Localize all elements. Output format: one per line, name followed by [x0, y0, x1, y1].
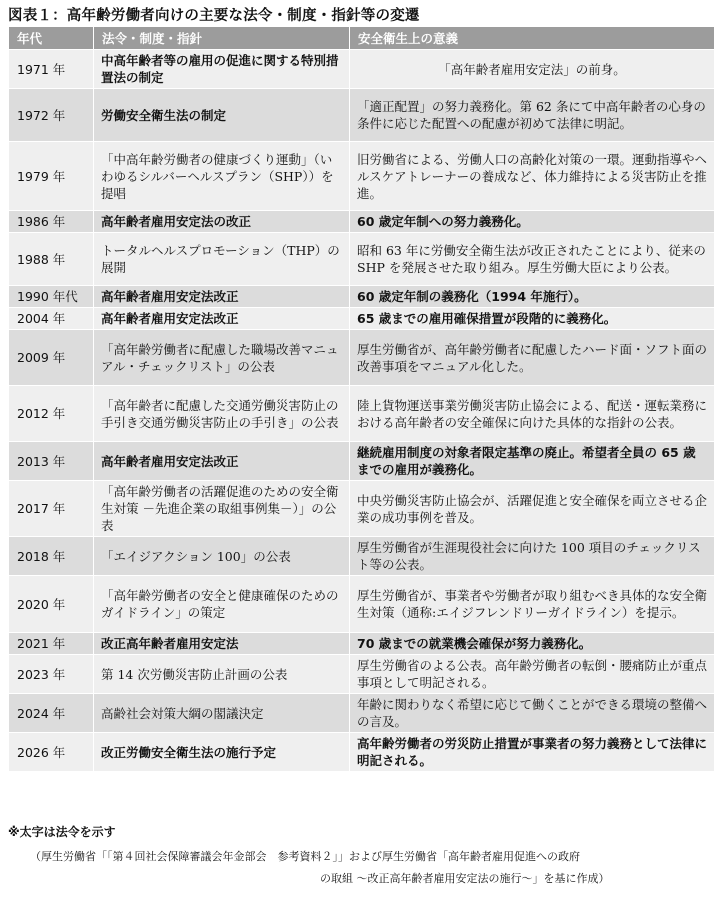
table-row [9, 211, 715, 233]
source-line-2: の取組 ～改正高年齢者雇用安定法の施行～」を基に作成） [320, 872, 610, 885]
cell-law: 高年齢者雇用安定法改正 [94, 308, 350, 330]
cell-significance: 厚生労働省が生涯現役社会に向けた 100 項目のチェックリスト等の公表。 [350, 537, 715, 576]
cell-year: 1988 年 [9, 233, 94, 286]
cell-year: 2020 年 [9, 576, 94, 633]
cell-law: 労働安全衛生法の制定 [94, 89, 350, 142]
table-row [9, 633, 715, 655]
cell-year: 2023 年 [9, 655, 94, 694]
cell-significance: 60 歳定年制への努力義務化。 [350, 211, 715, 233]
table-row [9, 286, 715, 308]
cell-year: 1990 年代 [9, 286, 94, 308]
cell-year: 2026 年 [9, 733, 94, 772]
cell-significance: 昭和 63 年に労働安全衛生法が改正されたことにより、従来の SHP を発展させた取り組み。厚生労働大臣により公表。 [350, 233, 715, 286]
cell-year: 1986 年 [9, 211, 94, 233]
table-row [9, 537, 715, 576]
cell-significance: 65 歳までの雇用確保措置が段階的に義務化。 [350, 308, 715, 330]
cell-significance: 継続雇用制度の対象者限定基準の廃止。希望者全員の 65 歳までの雇用が義務化。 [350, 442, 715, 481]
cell-law: 「エイジアクション 100」の公表 [94, 537, 350, 576]
cell-law: 高年齢者雇用安定法改正 [94, 442, 350, 481]
cell-year: 1972 年 [9, 89, 94, 142]
cell-year: 2013 年 [9, 442, 94, 481]
cell-law: 「高年齢労働者の安全と健康確保のためのガイドライン」の策定 [94, 576, 350, 633]
table-row [9, 733, 715, 772]
table-row [9, 655, 715, 694]
table-row [9, 694, 715, 733]
header-significance: 安全衛生上の意義 [350, 27, 715, 50]
cell-year: 2021 年 [9, 633, 94, 655]
table-row [9, 481, 715, 537]
cell-year: 2004 年 [9, 308, 94, 330]
cell-law: 改正高年齢者雇用安定法 [94, 633, 350, 655]
cell-year: 2018 年 [9, 537, 94, 576]
cell-law: 「高年齢者に配慮した交通労働災害防止の手引き交通労働災害防止の手引き」の公表 [94, 386, 350, 442]
cell-law: 第 14 次労働災害防止計画の公表 [94, 655, 350, 694]
cell-law: 高齢社会対策大綱の閣議決定 [94, 694, 350, 733]
cell-law: 「高年齢労働者の活躍促進のための安全衛生対策 －先進企業の取組事例集－）」の公表 [94, 481, 350, 537]
cell-law: 高年齢者雇用安定法改正 [94, 286, 350, 308]
cell-significance: 厚生労働省が、高年齢労働者に配慮したハード面・ソフト面の改善事項をマニュアル化した。 [350, 330, 715, 386]
cell-law: 「高年齢労働者に配慮した職場改善マニュアル・チェックリスト」の公表 [94, 330, 350, 386]
cell-significance: 70 歳までの就業機会確保が努力義務化。 [350, 633, 715, 655]
cell-year: 1979 年 [9, 142, 94, 211]
table-row [9, 142, 715, 211]
table-row [9, 233, 715, 286]
table-row [9, 442, 715, 481]
cell-year: 1971 年 [9, 50, 94, 89]
cell-law: 中高年齢者等の雇用の促進に関する特別措置法の制定 [94, 50, 350, 89]
cell-significance: 60 歳定年制の義務化（1994 年施行）。 [350, 286, 715, 308]
header-year: 年代 [9, 27, 94, 50]
cell-significance: 陸上貨物運送事業労働災害防止協会による、配送・運転業務における高年齢者の安全確保に向けた具体的な指針の公表。 [350, 386, 715, 442]
history-table [8, 26, 715, 772]
table-row [9, 50, 715, 89]
source-citation [30, 846, 714, 890]
cell-significance: 厚生労働省が、事業者や労働者が取り組むべき具体的な安全衛生対策（通称:エイジフレンドリーガイドライン）を提示。 [350, 576, 715, 633]
table-body [9, 50, 715, 772]
cell-law: 「中高年齢労働者の健康づくり運動」（いわゆるシルバーヘルスプラン（SHP））を提唱 [94, 142, 350, 211]
table-header-row [9, 27, 715, 50]
table-row [9, 576, 715, 633]
cell-year: 2012 年 [9, 386, 94, 442]
source-line-1: （厚生労働省「「第４回社会保障審議会年金部会 参考資料２」」および厚生労働省「高年齢者雇用促進への政府 [30, 850, 580, 863]
bold-note: ※太字は法令を示す [8, 825, 116, 839]
table-row [9, 330, 715, 386]
cell-law: 改正労働安全衛生法の施行予定 [94, 733, 350, 772]
figure-title: 図表１：高年齢労働者向けの主要な法令・制度・指針等の変遷 [8, 8, 420, 24]
header-law: 法令・制度・指針 [94, 27, 350, 50]
cell-significance: 「適正配置」の努力義務化。第 62 条にて中高年齢者の心身の条件に応じた配置への配慮が初めて法律に明記。 [350, 89, 715, 142]
cell-significance: 年齢に関わりなく希望に応じて働くことができる環境の整備への言及。 [350, 694, 715, 733]
cell-year: 2009 年 [9, 330, 94, 386]
cell-significance: 中央労働災害防止協会が、活躍促進と安全確保を両立させる企業の成功事例を普及。 [350, 481, 715, 537]
cell-year: 2017 年 [9, 481, 94, 537]
cell-significance: 「高年齢者雇用安定法」の前身。 [350, 50, 715, 89]
cell-significance: 厚生労働省のよる公表。高年齢労働者の転倒・腰痛防止が重点事項として明記される。 [350, 655, 715, 694]
table-row [9, 89, 715, 142]
table-row [9, 308, 715, 330]
cell-significance: 旧労働省による、労働人口の高齢化対策の一環。運動指導やヘルスケアトレーナーの養成など、体力維持による災害防止を推進。 [350, 142, 715, 211]
cell-year: 2024 年 [9, 694, 94, 733]
cell-significance: 高年齢労働者の労災防止措置が事業者の努力義務として法律に明記される。 [350, 733, 715, 772]
table-row [9, 386, 715, 442]
cell-law: 高年齢者雇用安定法の改正 [94, 211, 350, 233]
cell-law: トータルヘルスプロモーション（THP）の展開 [94, 233, 350, 286]
